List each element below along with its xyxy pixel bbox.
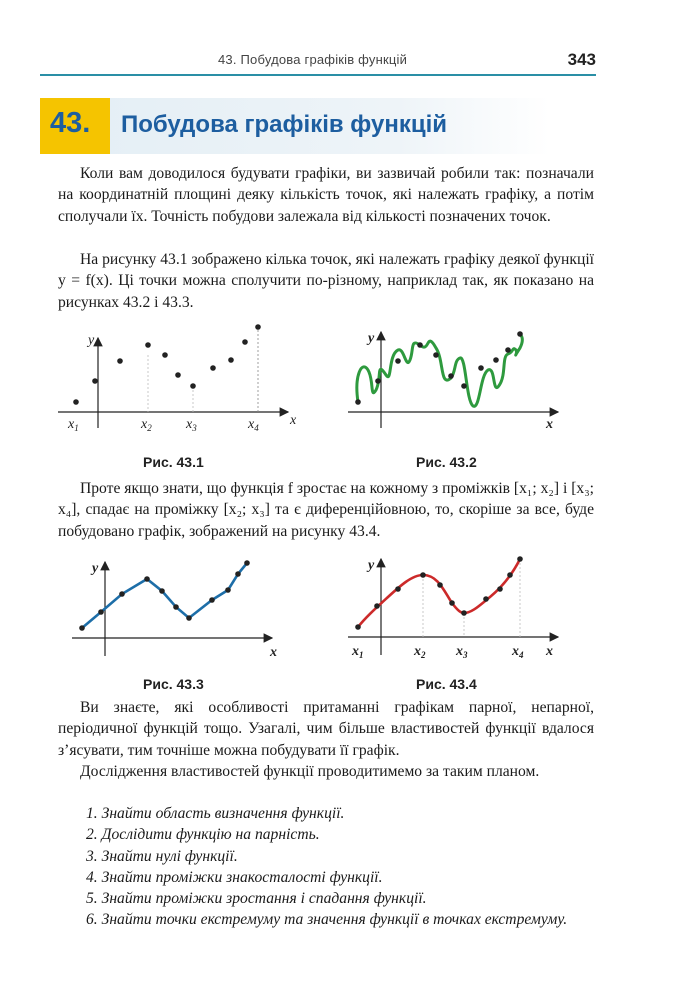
tick-x4: $x_4$ xyxy=(248,417,259,433)
plan-item-4: 4. Знайти проміжки знакосталості функції. xyxy=(86,868,383,886)
plan-item-2: 2. Дослідити функцію на парність. xyxy=(86,826,320,844)
data-point xyxy=(190,383,196,389)
data-point xyxy=(497,586,503,592)
red-curve xyxy=(358,559,520,627)
plan-list xyxy=(58,803,594,931)
data-point xyxy=(417,342,423,348)
data-point xyxy=(79,625,85,631)
tick-x3: $x_3$ xyxy=(186,417,197,433)
data-point xyxy=(175,372,181,378)
data-point xyxy=(478,365,484,371)
figure-43-3-caption: Рис. 43.3 xyxy=(143,676,204,692)
paragraph-2 xyxy=(58,249,594,313)
figure-43-1-caption: Рис. 43.1 xyxy=(143,454,204,470)
data-point xyxy=(420,572,426,578)
y-axis-label: y xyxy=(368,558,375,573)
data-point xyxy=(448,373,454,379)
paragraph-4 xyxy=(58,697,594,761)
paragraph-1-text: Коли вам доводилося будувати графіки, ви зазвичай робили так: позначали на координатній площині деяку кількість точок, які належать графіку, а потім сполучали їх. Точність побудови залежала від кількості позначених точок. xyxy=(58,165,594,225)
figure-43-3 xyxy=(72,556,287,661)
x-axis-label: x xyxy=(546,644,553,659)
data-point xyxy=(517,556,523,562)
data-point xyxy=(159,588,165,594)
data-point xyxy=(209,597,215,603)
data-point xyxy=(225,587,231,593)
figure-43-2-caption: Рис. 43.2 xyxy=(416,454,477,470)
blue-polyline xyxy=(82,563,247,628)
data-point xyxy=(395,586,401,592)
running-title: 43. Побудова графіків функцій xyxy=(218,52,408,67)
paragraph-5 xyxy=(58,761,594,782)
data-point xyxy=(255,324,261,330)
data-point xyxy=(395,358,401,364)
plan-item-1: 1. Знайти область визначення функції. xyxy=(86,805,345,822)
figure-43-4-caption: Рис. 43.4 xyxy=(416,676,477,692)
figure-43-2 xyxy=(348,320,568,435)
data-point xyxy=(92,378,98,384)
x-axis-label: x xyxy=(290,413,297,428)
data-point xyxy=(242,339,248,345)
tick-x2: $x_2$ xyxy=(141,417,152,433)
figure-43-4 xyxy=(348,553,563,663)
data-point xyxy=(517,331,523,337)
data-point xyxy=(98,609,104,615)
data-point xyxy=(355,399,361,405)
data-point xyxy=(461,610,467,616)
page-number: 343 xyxy=(567,50,596,69)
tick-x2: $x_2$ xyxy=(414,644,426,660)
data-point xyxy=(162,352,168,358)
paragraph-5-text: Дослідження властивостей функції проводитимемо за таким планом. xyxy=(80,763,540,780)
data-point xyxy=(119,591,125,597)
tick-x1: $x_1$ xyxy=(352,644,364,660)
data-point xyxy=(144,576,150,582)
data-point xyxy=(73,399,79,405)
plan-item-3: 3. Знайти нулі функції. xyxy=(86,847,238,865)
y-axis-label: y xyxy=(92,561,99,576)
data-point xyxy=(117,358,123,364)
plan-item-6: 6. Знайти точки екстремуму та значення функції в точках екстремуму. xyxy=(86,911,568,929)
data-point xyxy=(493,357,499,363)
data-point xyxy=(186,615,192,621)
tick-x3: $x_3$ xyxy=(456,644,468,660)
paragraph-1 xyxy=(58,163,594,227)
x-axis-label: x xyxy=(546,417,553,432)
section-title: Побудова графіків функцій xyxy=(121,111,448,138)
header-rule xyxy=(40,74,596,76)
data-point xyxy=(235,571,241,577)
data-point xyxy=(483,596,489,602)
data-point xyxy=(374,603,380,609)
data-point xyxy=(449,600,455,606)
data-point xyxy=(145,342,151,348)
paragraph-2-text: На рисунку 43.1 зображено кілька точок, які належать графіку деякої функції y = f(x). Ці точки можна сполучити по-різному, наприклад так, як показано на рисунках 43.2 і 43.3. xyxy=(58,251,594,311)
data-point xyxy=(173,604,179,610)
y-axis-label: y xyxy=(368,331,375,346)
x-axis-label: x xyxy=(270,645,277,660)
section-number-box xyxy=(40,98,110,154)
data-point xyxy=(507,572,513,578)
tick-x1: $x_1$ xyxy=(68,417,79,433)
data-point xyxy=(210,365,216,371)
data-point xyxy=(355,624,361,630)
data-point xyxy=(433,352,439,358)
plan-item-5: 5. Знайти проміжки зростання і спадання функції. xyxy=(86,890,427,908)
data-point xyxy=(375,378,381,384)
data-point xyxy=(228,357,234,363)
figure-43-1 xyxy=(58,320,308,440)
y-axis-label: y xyxy=(88,333,95,348)
paragraph-3 xyxy=(58,478,594,542)
paragraph-4-text: Ви знаєте, які особливості притаманні графікам парної, непарної, періодичної функцій тощо. Узагалі, чим більше властивостей функції вдалося з’ясувати, тим точніше можна побудувати її графік. xyxy=(58,699,594,759)
green-curve xyxy=(357,334,522,406)
data-point xyxy=(461,383,467,389)
data-point xyxy=(244,560,250,566)
paragraph-3-text: Проте якщо знати, що функція f зростає на кожному з проміжків [x₁; x₂] і [x₃; x₄], спадає на проміжку [x₂; x₃] та є диференційовною, то, скоріше за все, буде побудовано графік, зображений на рисунку 43.4. xyxy=(58,480,594,540)
tick-x4: $x_4$ xyxy=(512,644,524,660)
section-number: 43. xyxy=(50,107,91,139)
data-point xyxy=(437,582,443,588)
running-head xyxy=(40,50,596,76)
data-point xyxy=(505,347,511,353)
